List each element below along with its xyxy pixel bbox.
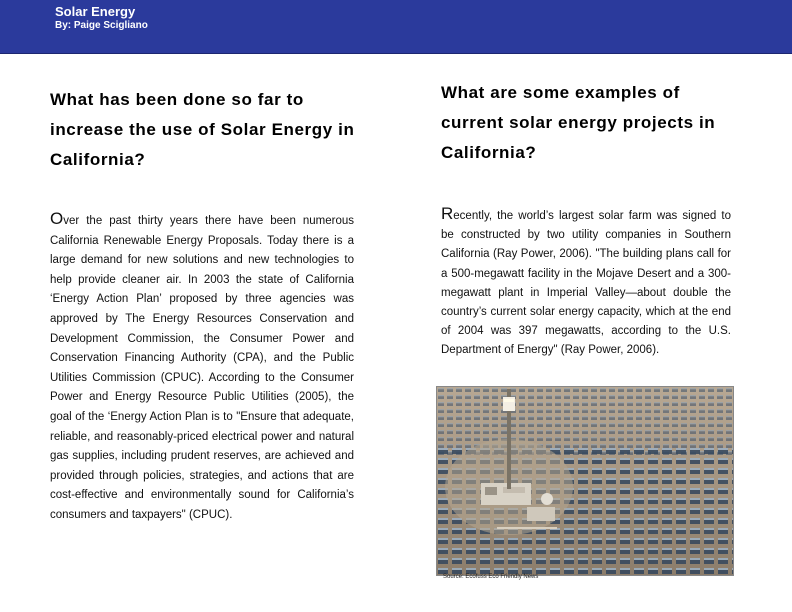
left-paragraph bbox=[50, 209, 354, 526]
left-dropcap: O bbox=[50, 209, 64, 228]
header-banner bbox=[0, 0, 792, 54]
solar-farm-photo bbox=[436, 386, 734, 576]
document-title: Solar Energy bbox=[55, 4, 136, 19]
author-byline: By: Paige Scigliano bbox=[55, 20, 148, 31]
right-dropcap: R bbox=[441, 204, 454, 223]
left-body-text: ver the past thirty years there have been numerous California Renewable Energy Proposals. Today there is a large demand for new solutions and new technologies to help provide cleaner air. In 2003 the state of California ‘Energy Action Plan’ proposed by three agencies was approved by The Energy Resources Conservation and Development Commission, the Consumer Power and Conservation Financing Authority (CPA), and the Public Utilities Commission (CPUC). According to the Consumer Power and Energy Resource Public Utilities (2005), the goal of the ‘Energy Action Plan is to "Ensure that adequate, reliable, and reasonably-priced electrical power and natural gas supplies, including prudent reserves, are achieved and provided through policies, strategies, and actions that are cost-effective and environmentally sound for California’s consumers and taxpayers" (CPUC). bbox=[50, 215, 354, 521]
right-body-text: ecently, the world’s largest solar farm was signed to be constructed by two utility companies in Southern California (Ray Power, 2006). "The building plans call for a 500-megawatt facility in the Mojave Desert and a 300-megawatt plant in Imperial Valley—about double the country’s current solar energy capacity, which at the end of 2004 was 397 megawatts, according to the U.S. Department of Energy" (Ray Power, 2006). bbox=[441, 210, 731, 357]
right-paragraph bbox=[441, 204, 731, 361]
left-heading: What has been done so far to increase the use of Solar Energy in California? bbox=[50, 90, 355, 169]
photo-caption: Source: Ecofuss Eco Friendly News bbox=[443, 574, 539, 580]
right-heading: What are some examples of current solar energy projects in California? bbox=[441, 83, 716, 162]
